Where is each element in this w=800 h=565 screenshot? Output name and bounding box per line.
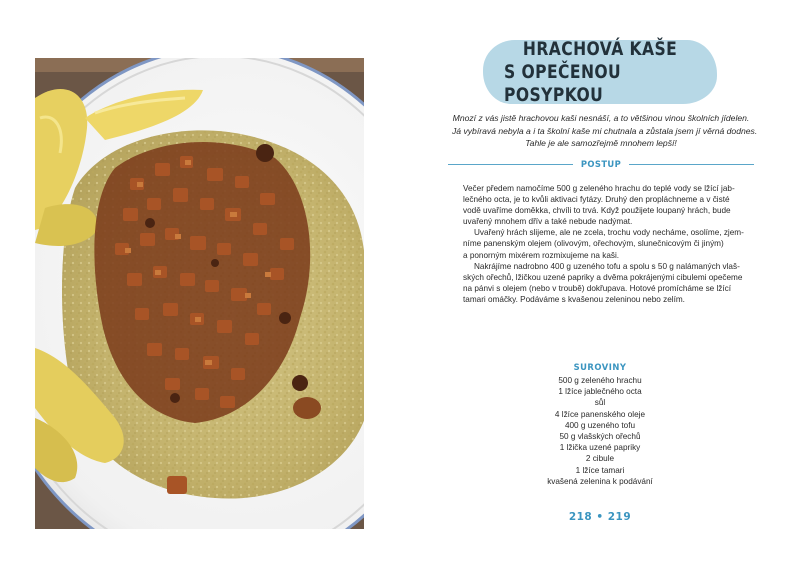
method-line: níme panenským olejem (olivovým, ořechovým, slunečnicovým či jiným): [463, 239, 724, 249]
method-heading: POSTUP: [580, 159, 622, 169]
method-line: lečného octa, je to kvůli aktivaci fytázy. Druhý den propláchneme a v čisté: [463, 195, 730, 205]
intro-line: Tahle je ale samozřejmě mnohem lepší!: [525, 138, 677, 149]
ingredients-heading: SUROVINY: [573, 362, 627, 372]
intro-line: Mnozí z vás jistě hrachovou kaši nesnáší, a to většinou vinou školních jídelen.: [452, 113, 750, 123]
method-line: Nakrájíme nadrobno 400 g uzeného tofu a spolu s 50 g nalámaných vlaš-: [474, 261, 740, 271]
method-text: [463, 183, 753, 305]
ingredients-list: [520, 375, 680, 487]
ingredient-item: 1 lžíce jablečného octa: [558, 387, 642, 397]
method-line: na pánvi s olejem (nebo v troubě) dokřupava. Hotové promícháme se lžící: [463, 283, 732, 293]
method-line: a ponorným mixérem rozmixujeme na kaši.: [463, 250, 620, 260]
method-line: vodě uvaříme doměkka, chvíli to trvá. Když použijete loupaný hrách, bude: [463, 206, 731, 216]
ingredient-item: kvašená zelenina k podávání: [547, 476, 653, 486]
method-line: ských ořechů, lžičkou uzené papriky a dvěma pokrájenými cibulemi opečeme: [463, 272, 743, 282]
ingredient-item: 50 g vlašských ořechů: [559, 432, 641, 442]
intro-text: [452, 112, 758, 150]
intro-line: Já vybíravá nebyla a i ta školní kaše mi chutnala a zůstala jsem jí věrná dodnes.: [452, 125, 758, 136]
page-numbers: 218 • 219: [568, 511, 632, 523]
ingredient-item: 400 g uzeného tofu: [564, 420, 636, 430]
pea-porridge-image: [35, 58, 364, 529]
ingredient-item: 2 cibule: [585, 454, 615, 464]
recipe-title-line-1: HRACHOVÁ KAŠE: [522, 37, 678, 60]
food-photo: [35, 58, 364, 529]
method-line: uvařený mnohem dřív a také nebude nadýmat.: [463, 217, 633, 227]
divider-left: [448, 164, 573, 165]
recipe-title-line-2: S OPEČENOU POSYPKOU: [504, 60, 622, 106]
ingredient-item: 1 lžíce tamari: [575, 465, 625, 475]
ingredient-item: sůl: [594, 398, 606, 408]
method-line: Večer předem namočíme 500 g zeleného hrachu do teplé vody se lžící jab-: [463, 184, 735, 193]
method-heading-row: [448, 156, 754, 172]
method-line: Uvařený hrách slijeme, ale ne zcela, trochu vody necháme, osolíme, zjem-: [474, 228, 744, 238]
divider-right: [629, 164, 754, 165]
ingredient-item: 4 lžíce panenského oleje: [554, 409, 646, 419]
method-line: tamari omáčky. Podáváme s kvašenou zeleninou nebo zelím.: [463, 294, 685, 304]
recipe-title-badge: [483, 37, 717, 106]
ingredient-item: 1 lžička uzené papriky: [559, 443, 641, 453]
ingredient-item: 500 g zeleného hrachu: [558, 376, 642, 385]
